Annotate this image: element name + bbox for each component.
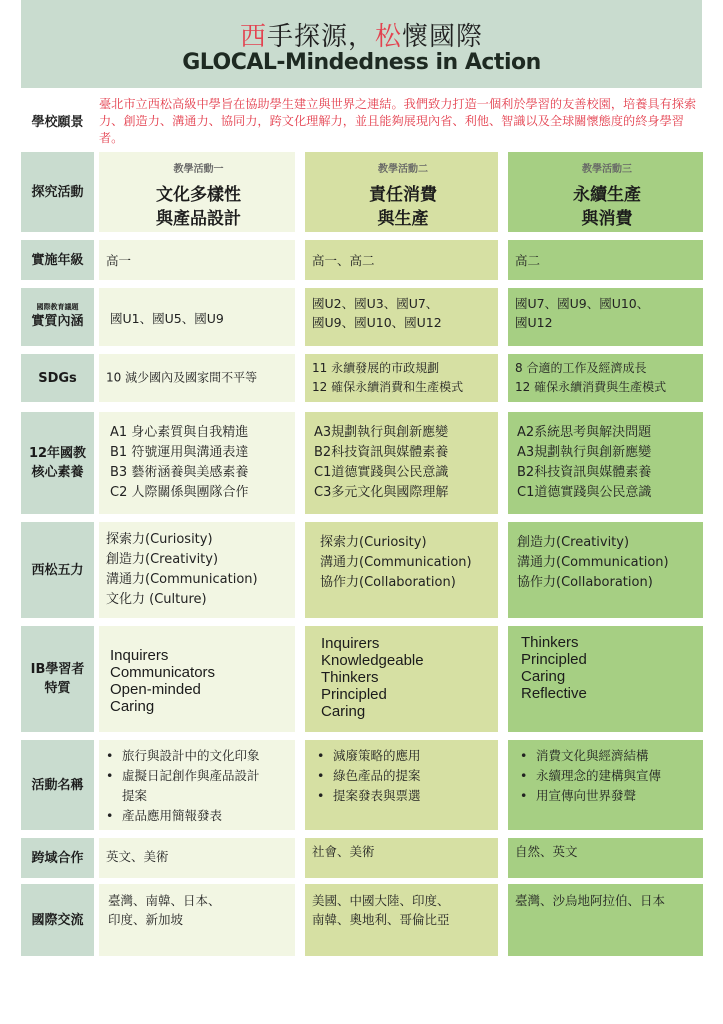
names-3-item — [520, 746, 699, 766]
row-label-intl — [21, 288, 94, 346]
names-3-item — [520, 786, 699, 806]
sdgs-2-line2: 12 確保永續消費和生產模式 — [312, 380, 464, 394]
core-2-item: C3多元文化與國際理解 — [314, 485, 449, 500]
row-label-core — [21, 412, 94, 514]
sdgs-2-line1: 11 永續發展的市政規劃 — [312, 361, 440, 375]
core-label-line1: 12年國教 — [28, 446, 87, 461]
names-2-text: 減廢策略的應用 — [333, 748, 421, 763]
ib-3-item: Reflective — [521, 685, 587, 702]
five-cell-2 — [305, 522, 498, 618]
cross-1-text: 英文、美術 — [106, 849, 169, 864]
vision-text: 臺北市立西松高級中學旨在協助學生建立與世界之連結。我們致力打造一個利於學習的友善校園，培養具有探索力、創造力、溝通力、協同力，跨文化理解力，並且能夠展現內省、利他、智識以及全球關懷態度的終身學習者。 — [99, 97, 697, 145]
row-label-sdgs: SDGs — [21, 354, 94, 402]
exchange-3-text: 臺灣、沙烏地阿拉伯、日本 — [515, 893, 666, 908]
exchange-1-line2: 印度、新加坡 — [108, 912, 184, 927]
ib-2-item: Knowledgeable — [321, 652, 424, 669]
core-3-item: A2系統思考與解決問題 — [517, 425, 652, 440]
exchange-2-line1: 美國、中國大陸、印度、 — [312, 893, 450, 908]
row-label-grade: 實施年級 — [21, 240, 94, 280]
intl-cell-3 — [508, 288, 703, 346]
names-2-text: 提案發表與票選 — [333, 788, 421, 803]
row-label-five: 西松五力 — [21, 522, 94, 618]
core-3-item: C1道德實踐與公民意識 — [517, 485, 652, 500]
bullet-icon: • — [317, 768, 325, 783]
names-2-item — [317, 766, 494, 786]
core-3-item: B2科技資訊與媒體素養 — [517, 465, 652, 480]
activity-2-cell — [305, 152, 498, 232]
activity-3-title-line1: 永續生產 — [573, 185, 641, 205]
grade-3-text: 高二 — [515, 253, 541, 268]
cross-cell-3 — [508, 838, 703, 878]
vision-label: 學校願景 — [31, 114, 84, 130]
row-label-ib — [21, 626, 94, 732]
intl-3-line2: 國U12 — [515, 315, 553, 330]
ib-2-item: Principled — [321, 686, 387, 703]
intl-label-small: 國際教育議題 — [36, 303, 79, 311]
intl-label-main: 實質內涵 — [31, 314, 84, 329]
bullet-spacer — [106, 786, 122, 806]
ib-3-item: Thinkers — [521, 634, 579, 651]
intl-cell-1 — [99, 288, 295, 346]
names-cell-3 — [508, 740, 703, 830]
bullet-icon: • — [106, 768, 114, 783]
bullet-icon: • — [317, 788, 325, 803]
five-2-item: 溝通力(Communication) — [320, 555, 472, 570]
names-1-text: 虛擬日記創作與產品設計 — [122, 768, 260, 783]
bullet-icon: • — [520, 748, 528, 763]
names-1-item — [106, 806, 291, 826]
core-1-item: B1 符號運用與溝通表達 — [110, 445, 249, 460]
names-1-item — [106, 746, 291, 766]
bullet-icon: • — [106, 808, 114, 823]
ib-cell-1 — [99, 626, 295, 732]
five-2-item: 協作力(Collaboration) — [320, 575, 456, 590]
exchange-cell-1 — [99, 884, 295, 956]
grade-cell-3 — [508, 240, 703, 280]
activity-1-title-line1: 文化多樣性 — [156, 185, 241, 205]
sdgs-cell-2 — [305, 354, 498, 402]
intl-2-line2: 國U9、國U10、國U12 — [312, 315, 442, 330]
exchange-1-line1: 臺灣、南韓、日本、 — [108, 893, 221, 908]
cross-cell-2 — [305, 838, 498, 878]
core-2-item: C1道德實踐與公民意識 — [314, 465, 449, 480]
activity-2-title-line2: 與生產 — [377, 209, 429, 229]
title-segment: 手探源， — [266, 22, 375, 52]
bullet-icon: • — [317, 748, 325, 763]
names-3-text: 永續理念的建構與宣傳 — [536, 768, 662, 783]
activity-2-tag: 教學活動二 — [378, 164, 428, 175]
ib-cell-3 — [508, 626, 703, 732]
ib-cell-2 — [305, 626, 498, 732]
core-2-item: A3規劃執行與創新應變 — [314, 425, 449, 440]
cross-2-text: 社會、美術 — [312, 844, 375, 859]
activity-2-title-line1: 責任消費 — [369, 185, 437, 205]
activity-3-cell — [508, 152, 703, 232]
grade-cell-2 — [305, 240, 498, 280]
core-1-item: A1 身心素質與自我精進 — [110, 425, 249, 440]
core-2-item: B2科技資訊與媒體素養 — [314, 445, 449, 460]
names-1-text: 產品應用簡報發表 — [122, 808, 223, 823]
five-1-item: 文化力 (Culture) — [106, 592, 207, 607]
ib-3-item: Principled — [521, 651, 587, 668]
ib-1-item: Open-minded — [110, 681, 201, 698]
names-1-item — [106, 766, 291, 786]
row-label-exchange: 國際交流 — [21, 884, 94, 956]
ib-3-item: Caring — [521, 668, 566, 685]
five-3-item: 協作力(Collaboration) — [517, 575, 653, 590]
row-label-cross: 跨域合作 — [21, 838, 94, 878]
five-1-item: 溝通力(Communication) — [106, 572, 258, 587]
five-1-item: 探索力(Curiosity) — [106, 532, 213, 547]
names-1-text: 提案 — [122, 788, 148, 803]
five-1-item: 創造力(Creativity) — [106, 552, 219, 567]
ib-2-item: Caring — [321, 703, 366, 720]
names-1-item-wrap — [106, 786, 291, 806]
bullet-icon: • — [520, 768, 528, 783]
activity-1-tag: 教學活動一 — [173, 164, 224, 175]
names-2-item — [317, 786, 494, 806]
core-cell-2 — [305, 412, 498, 514]
five-2-item: 探索力(Curiosity) — [320, 535, 427, 550]
names-2-text: 綠色產品的提案 — [333, 768, 421, 783]
grade-1-text: 高一 — [106, 253, 132, 268]
row-label-activity: 探究活動 — [21, 152, 94, 232]
ib-1-item: Inquirers — [110, 647, 169, 664]
names-2-item — [317, 746, 494, 766]
names-1-text: 旅行與設計中的文化印象 — [122, 748, 260, 763]
names-3-text: 消費文化與經濟結構 — [536, 748, 649, 763]
exchange-2-line2: 南韓、奧地利、哥倫比亞 — [312, 912, 450, 927]
bullet-icon: • — [106, 748, 114, 763]
core-cell-3 — [508, 412, 703, 514]
sdgs-cell-3 — [508, 354, 703, 402]
core-3-item: A3規劃執行與創新應變 — [517, 445, 652, 460]
title-char-song: 松 — [375, 22, 403, 52]
activity-1-title-line2: 與產品設計 — [156, 209, 241, 229]
intl-cell-2 — [305, 288, 498, 346]
sdgs-3-line2: 12 確保永續消費與生產模式 — [515, 380, 667, 394]
bullet-icon: • — [520, 788, 528, 803]
ib-label-line1: IB學習者 — [30, 662, 85, 677]
names-cell-1 — [99, 740, 295, 830]
activity-3-title-line2: 與消費 — [581, 209, 633, 229]
page-header — [21, 0, 702, 88]
five-cell-3 — [508, 522, 703, 618]
five-cell-1 — [99, 522, 295, 618]
core-label-line2: 核心素養 — [31, 465, 84, 480]
title-segment: 懷國際 — [402, 22, 484, 52]
exchange-cell-3 — [508, 884, 703, 956]
ib-2-item: Thinkers — [321, 669, 379, 686]
grade-cell-1 — [99, 240, 295, 280]
ib-1-item: Caring — [110, 698, 155, 715]
five-3-item: 創造力(Creativity) — [517, 535, 630, 550]
activity-3-tag: 教學活動三 — [582, 164, 632, 175]
intl-2-line1: 國U2、國U3、國U7、 — [312, 296, 439, 311]
row-label-names: 活動名稱 — [21, 740, 94, 830]
ib-2-item: Inquirers — [321, 635, 380, 652]
page-title — [21, 16, 702, 53]
sdgs-cell-1 — [99, 354, 295, 402]
names-3-text: 用宣傳向世界發聲 — [536, 788, 637, 803]
core-1-item: C2 人際關係與團隊合作 — [110, 485, 249, 500]
page-subtitle: GLOCAL-Mindedness in Action — [182, 50, 541, 75]
names-3-item — [520, 766, 699, 786]
core-cell-1 — [99, 412, 295, 514]
activity-1-cell — [99, 152, 295, 232]
grade-2-text: 高一、高二 — [312, 253, 375, 268]
intl-1-text: 國U1、國U5、國U9 — [110, 311, 224, 326]
sdgs-3-line1: 8 合適的工作及經濟成長 — [515, 361, 647, 375]
ib-1-item: Communicators — [110, 664, 216, 681]
title-char-xi: 西 — [239, 22, 267, 52]
cross-cell-1 — [99, 838, 295, 878]
names-cell-2 — [305, 740, 498, 830]
core-1-item: B3 藝術涵養與美感素養 — [110, 465, 249, 480]
intl-3-line1: 國U7、國U9、國U10、 — [515, 296, 650, 311]
exchange-cell-2 — [305, 884, 498, 956]
ib-label-line2: 特質 — [44, 681, 71, 696]
cross-3-text: 自然、英文 — [515, 844, 578, 859]
sdgs-1-text: 10 減少國內及國家間不平等 — [106, 370, 258, 385]
five-3-item: 溝通力(Communication) — [517, 555, 669, 570]
